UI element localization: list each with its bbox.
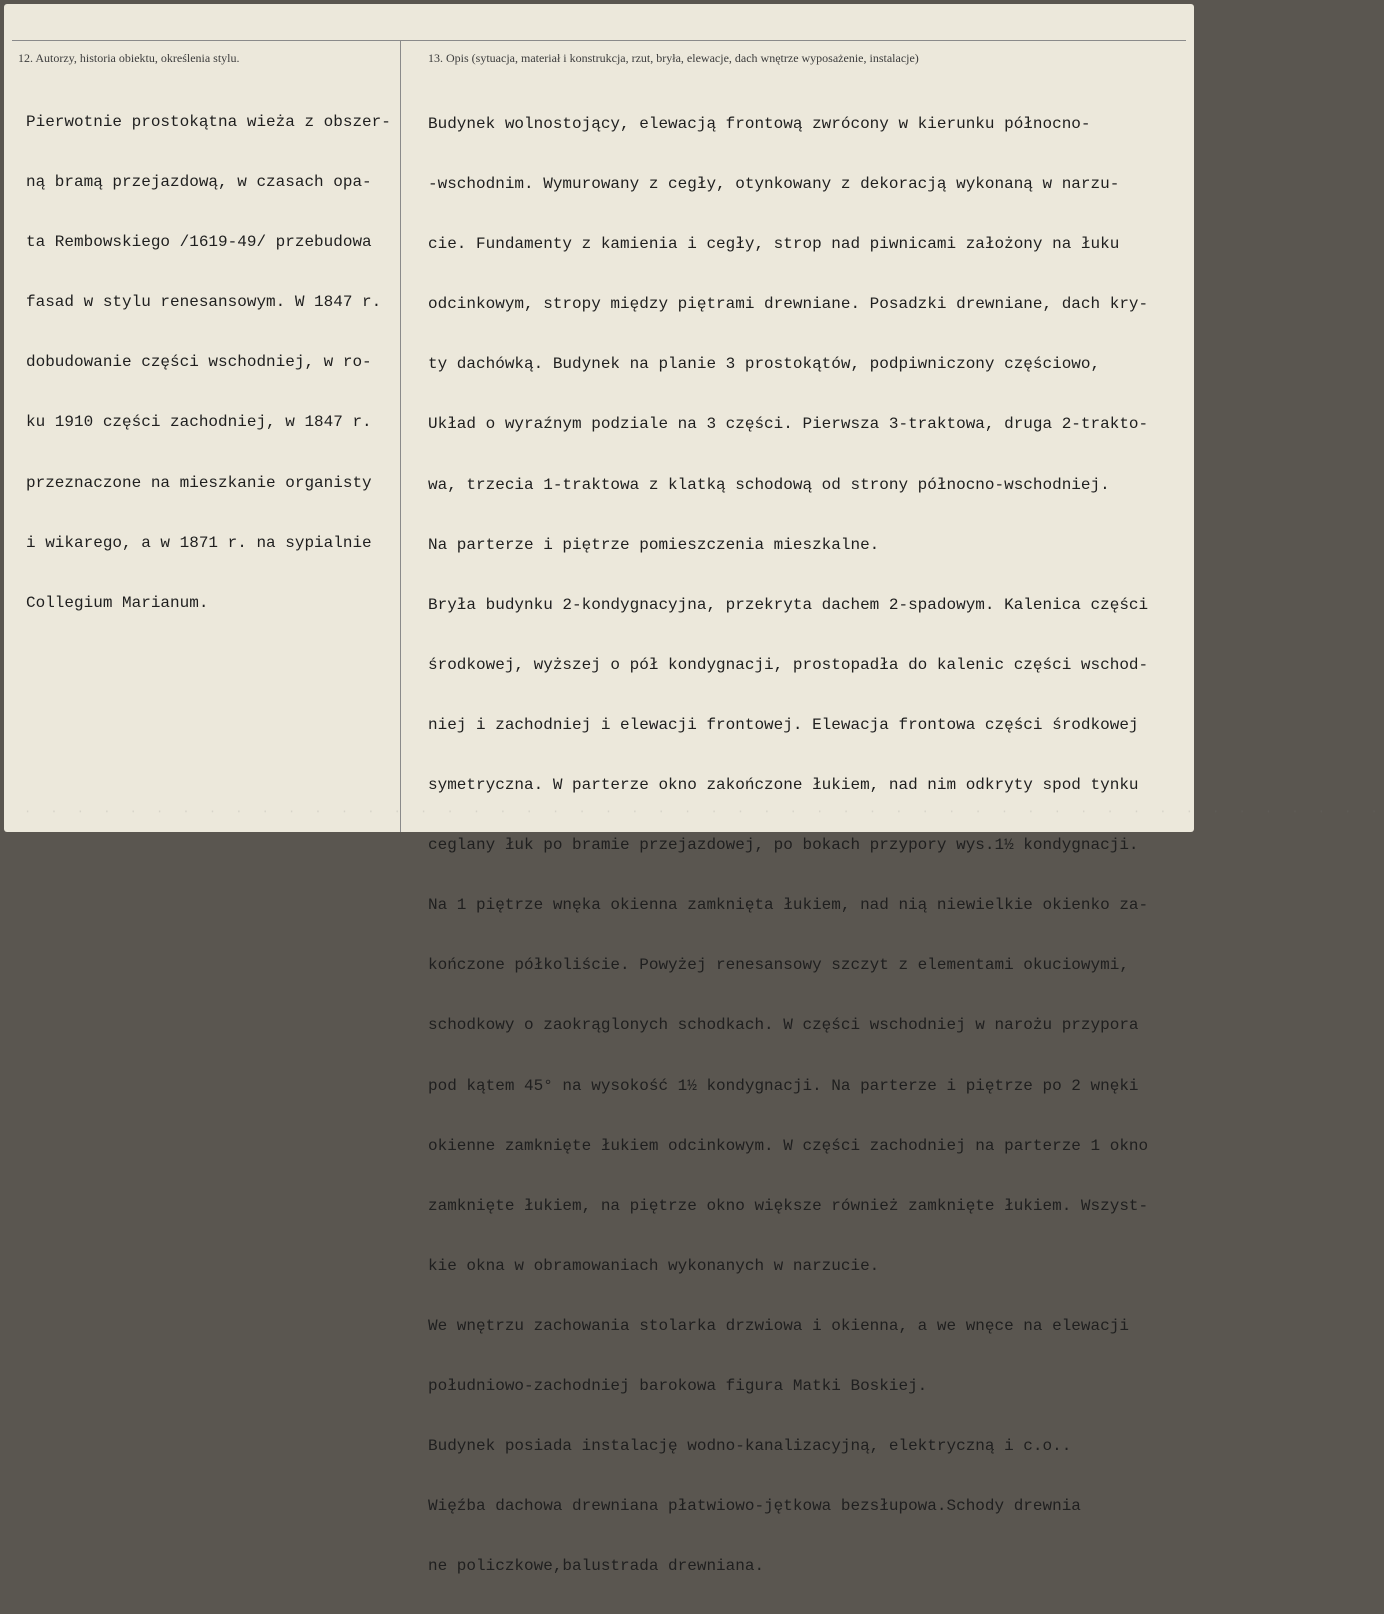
text-line: Budynek posiada instalację wodno-kanalizacyjną, elektryczną i c.o.. [428,1437,1072,1456]
text-line: zamknięte łukiem, na piętrze okno większe również zamknięte łukiem. Wszyst- [428,1196,1149,1215]
left-column-text [26,74,391,651]
text-line: kie okna w obramowaniach wykonanych w narzucie. [428,1256,880,1275]
reverse-side-bleed-through: · · · · · · · · · · · · · · · · · · · · · · · · · · · · · · · · · · · · · · · · · · · · · · · · · · · · [24,804,1384,818]
text-line: fasad w stylu renesansowym. W 1847 r. [26,293,382,312]
text-line: Collegium Marianum. [26,593,209,612]
text-line: pod kątem 45° na wysokość 1½ kondygnacji. Na parterze i piętrze po 2 wnęki [428,1076,1139,1095]
right-column-text [428,76,1148,1614]
text-line: We wnętrzu zachowania stolarka drzwiowa i okienna, a we wnęce na elewacji [428,1316,1129,1335]
text-line: schodkowy o zaokrąglonych schodkach. W części wschodniej w narożu przypora [428,1016,1139,1035]
text-line: ceglany łuk po bramie przejazdowej, po bokach przypory wys.1½ kondygnacji. [428,836,1139,855]
text-line: Pierwotnie prostokątna wieża z obszer- [26,113,391,131]
text-line: kończone półkoliście. Powyżej renesansowy szczyt z elementami okuciowymi, [428,956,1129,975]
text-line: ne policzkowe,balustrada drewniana. [428,1557,765,1576]
top-rule [12,40,1186,41]
text-line: ty dachówką. Budynek na planie 3 prostokątów, podpiwniczony częściowo, [428,355,1101,374]
column-divider [400,40,401,832]
text-line: niej i zachodniej i elewacji frontowej. Elewacja frontowa części środkowej [428,715,1139,734]
text-line: Na 1 piętrze wnęka okienna zamknięta łukiem, nad nią niewielkie okienko za- [428,896,1149,915]
text-line: południowo-zachodniej barokowa figura Matki Boskiej. [428,1376,928,1395]
text-line: Układ o wyraźnym podziale na 3 części. Pierwsza 3-traktowa, druga 2-trakto- [428,415,1149,434]
text-line: ta Rembowskiego /1619-49/ przebudowa [26,233,372,252]
text-line: środkowej, wyższej o pół kondygnacji, prostopadła do kalenic części wschod- [428,655,1149,674]
text-line: i wikarego, a w 1871 r. na sypialnie [26,533,372,552]
text-line: Na parterze i piętrze pomieszczenia mieszkalne. [428,535,880,554]
left-column-header: 12. Autorzy, historia obiektu, określenia stylu. [18,51,240,65]
text-line: przeznaczone na mieszkanie organisty [26,473,372,492]
text-line: wa, trzecia 1-traktowa z klatką schodową od strony północno-wschodniej. [428,475,1110,494]
text-line: ku 1910 części zachodniej, w 1847 r. [26,413,372,432]
archival-record-card [4,4,1384,1576]
text-line: ną bramą przejazdową, w czasach opa- [26,173,372,192]
text-line: Więźba dachowa drewniana płatwiowo-jętkowa bezsłupowa.Schody drewnia [428,1497,1081,1516]
text-line: cie. Fundamenty z kamienia i cegły, strop nad piwnicami założony na łuku [428,235,1120,254]
text-line: Bryła budynku 2-kondygnacyjna, przekryta dachem 2-spadowym. Kalenica części [428,595,1149,614]
right-column-header: 13. Opis (sytuacja, materiał i konstrukcja, rzut, bryła, elewacje, dach wnętrze wyposażenie, instalacje) [428,51,919,65]
text-line: odcinkowym, stropy między piętrami drewniane. Posadzki drewniane, dach kry- [428,295,1149,314]
text-line: dobudowanie części wschodniej, w ro- [26,353,372,372]
text-line: -wschodnim. Wymurowany z cegły, otynkowany z dekoracją wykonaną w narzu- [428,175,1120,194]
text-line: Budynek wolnostojący, elewacją frontową zwrócony w kierunku północno- [428,115,1091,133]
text-line: symetryczna. W parterze okno zakończone łukiem, nad nim odkryty spod tynku [428,776,1139,795]
text-line: okienne zamknięte łukiem odcinkowym. W części zachodniej na parterze 1 okno [428,1136,1149,1155]
